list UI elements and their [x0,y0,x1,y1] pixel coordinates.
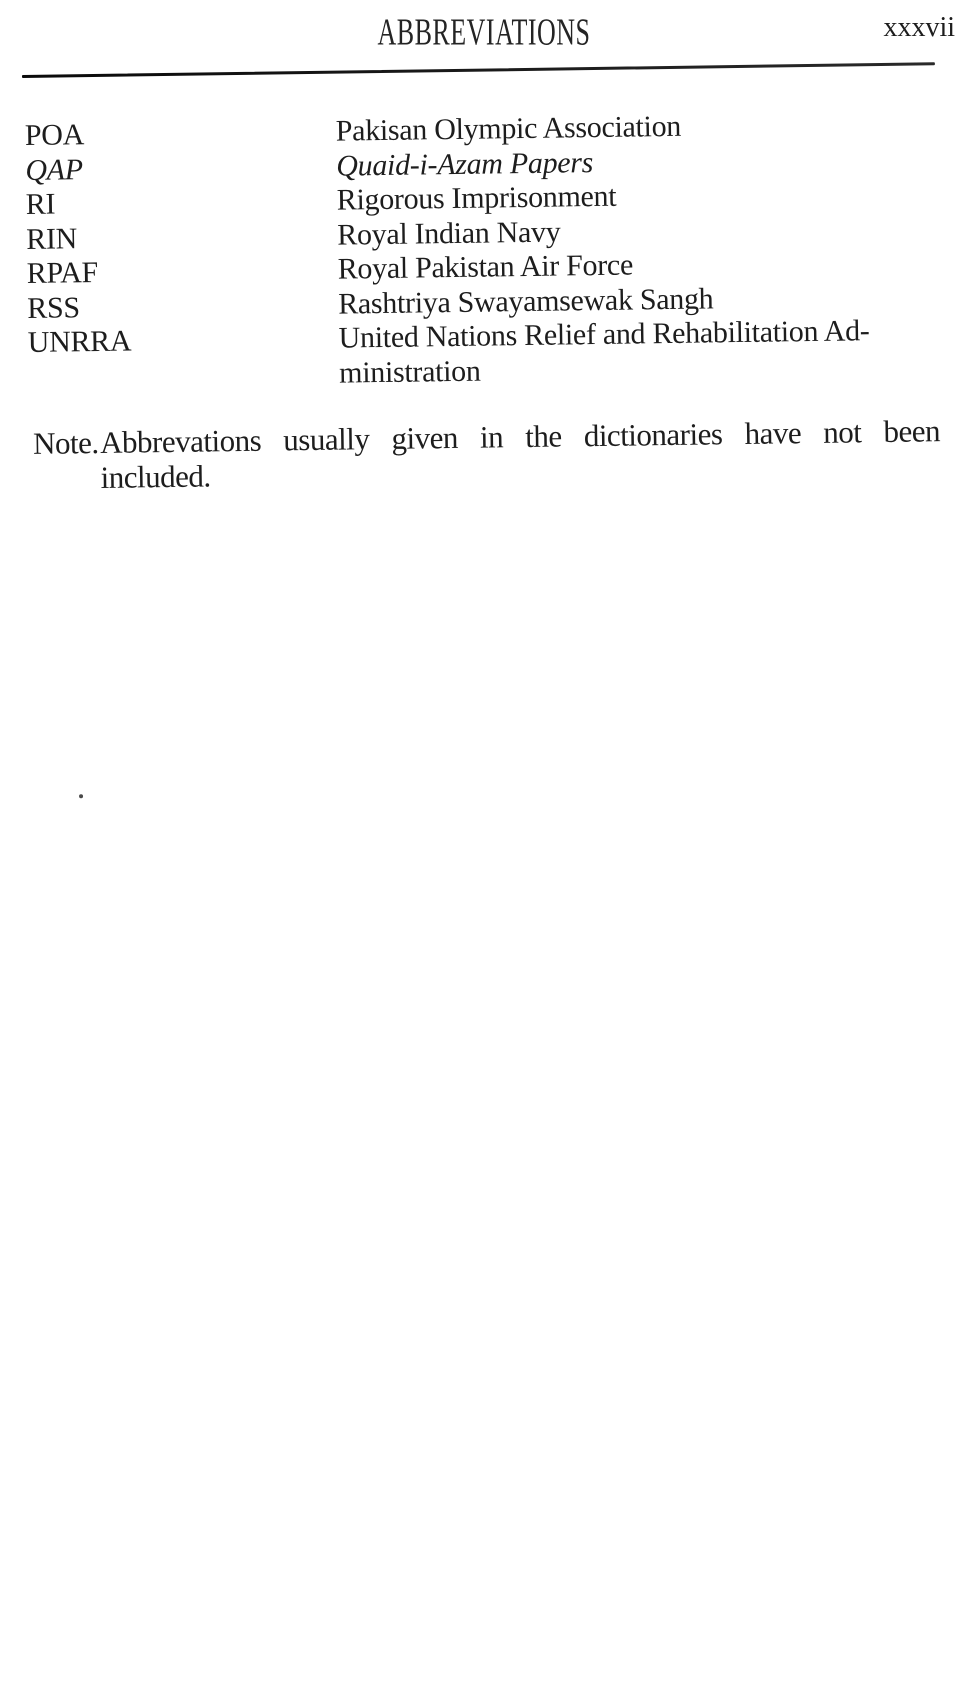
abbreviation-code: RPAF [26,255,99,290]
abbreviation-definition: Rigorous Imprisonment [336,179,617,217]
abbreviation-definition: Rashtriya Swayamsewak Sangh [337,281,714,321]
abbreviation-definition: Quaid-i-Azam Papers [336,145,594,183]
note-label: Note. [32,424,99,461]
note-body [100,413,941,495]
note-text-line-2: included. [100,458,211,495]
abbreviation-code: UNRRA [27,324,132,359]
page-title-text: ABBREVIATIONS [377,11,591,54]
note-text-line-1: Abbrevations usually given in the dictionaries have not been [99,413,941,460]
abbreviation-definition: Royal Indian Navy [337,214,561,252]
abbreviation-code: RSS [26,290,80,325]
abbreviation-definition: Royal Pakistan Air Force [337,248,634,286]
abbreviation-code: RI [25,187,56,221]
abbreviation-definition: Pakisan Olympic Association [335,109,682,148]
abbreviation-code: RIN [26,221,78,256]
header-divider-rule [22,62,935,78]
scan-speck-artifact [79,794,83,798]
page-number: xxxvii [883,12,955,43]
abbreviation-definition: United Nations Relief and Rehabilitation Ad- ministration [338,314,870,390]
abbreviation-list [25,106,959,395]
abbreviation-code: POA [24,118,85,152]
note-paragraph [33,413,941,496]
abbreviation-code: QAP [25,152,83,187]
